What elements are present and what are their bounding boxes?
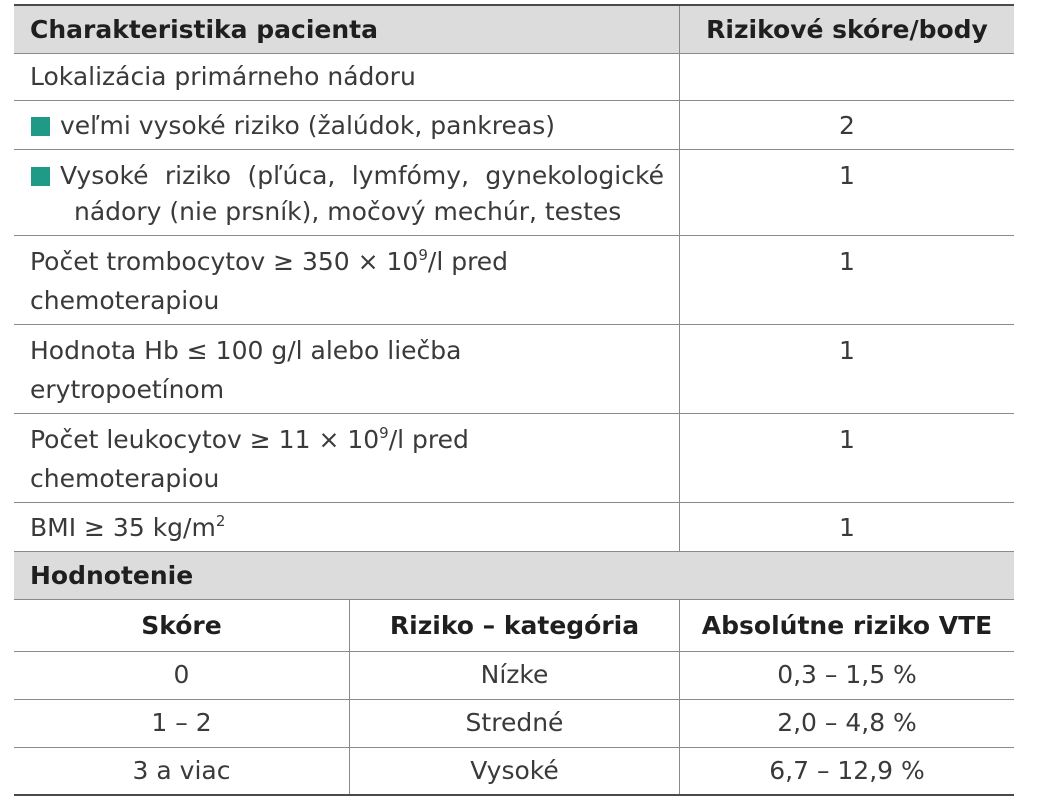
row-label: BMI ≥ 35 $kg/m^2$ <box>30 512 226 542</box>
row-score: 2 <box>839 111 855 140</box>
row-label-line-2: chemoterapiou <box>30 286 220 315</box>
evaluation-title-row <box>14 552 1014 600</box>
row-score: 1 <box>839 247 855 276</box>
evaluation-score: 1 – 2 <box>151 708 212 737</box>
table-header-row <box>14 6 1014 54</box>
row-label-line-2: chemoterapiou <box>30 464 220 493</box>
table-row-high-risk <box>14 150 1014 236</box>
evaluation-absolute-risk: 6,7 – 12,9 % <box>769 756 925 785</box>
evaluation-title: Hodnotenie <box>30 561 194 590</box>
evaluation-score: 3 a viac <box>132 756 231 785</box>
header-absolute-risk: Absolútne riziko VTE <box>701 611 993 640</box>
table-row-bmi <box>14 503 1014 552</box>
row-label-line-1: Počet trombocytov ≥ $350 \times 10^9/l$ pred <box>30 246 509 276</box>
table-row-very-high-risk <box>14 101 1014 150</box>
table-row-platelets <box>14 236 1014 325</box>
row-label-line-2: nádory (nie prsník), močový mechúr, testes <box>74 197 622 226</box>
header-score: Skóre <box>141 611 222 640</box>
evaluation-category: Vysoké <box>470 756 559 785</box>
evaluation-absolute-risk: 0,3 – 1,5 % <box>777 660 917 689</box>
header-risk-score: Rizikové skóre/body <box>706 15 988 44</box>
row-label-line-1: Hodnota Hb ≤ 100 g/l alebo liečba <box>30 336 462 365</box>
row-label-line-2: erytropoetínom <box>30 375 225 404</box>
evaluation-row-high <box>14 748 1014 794</box>
evaluation-header-row <box>14 600 1014 652</box>
table-row-hemoglobin <box>14 325 1014 414</box>
row-label: veľmi vysoké riziko (žalúdok, pankreas) <box>60 111 555 140</box>
row-score: 1 <box>839 336 855 365</box>
evaluation-row-low <box>14 652 1014 700</box>
evaluation-category: Stredné <box>465 708 564 737</box>
table-row-tumor-location <box>14 54 1014 101</box>
square-bullet-icon <box>31 167 50 186</box>
row-score: 1 <box>839 425 855 454</box>
header-patient-characteristic: Charakteristika pacienta <box>30 15 378 44</box>
row-label: Lokalizácia primárneho nádoru <box>30 62 416 91</box>
square-bullet-icon <box>31 117 50 136</box>
header-risk-category: Riziko – kategória <box>389 611 640 640</box>
evaluation-score: 0 <box>173 660 190 689</box>
row-score: 1 <box>839 161 855 190</box>
row-label-line-1: Počet leukocytov ≥ $11 \times 10^9/l$ pred <box>30 424 469 454</box>
evaluation-absolute-risk: 2,0 – 4,8 % <box>777 708 917 737</box>
evaluation-category: Nízke <box>480 660 549 689</box>
row-label-line-1: Vysoké riziko (pľúca, lymfómy, gynekologické <box>60 161 664 190</box>
table-row-leukocytes <box>14 414 1014 503</box>
evaluation-row-medium <box>14 700 1014 748</box>
row-score: 1 <box>839 513 855 542</box>
